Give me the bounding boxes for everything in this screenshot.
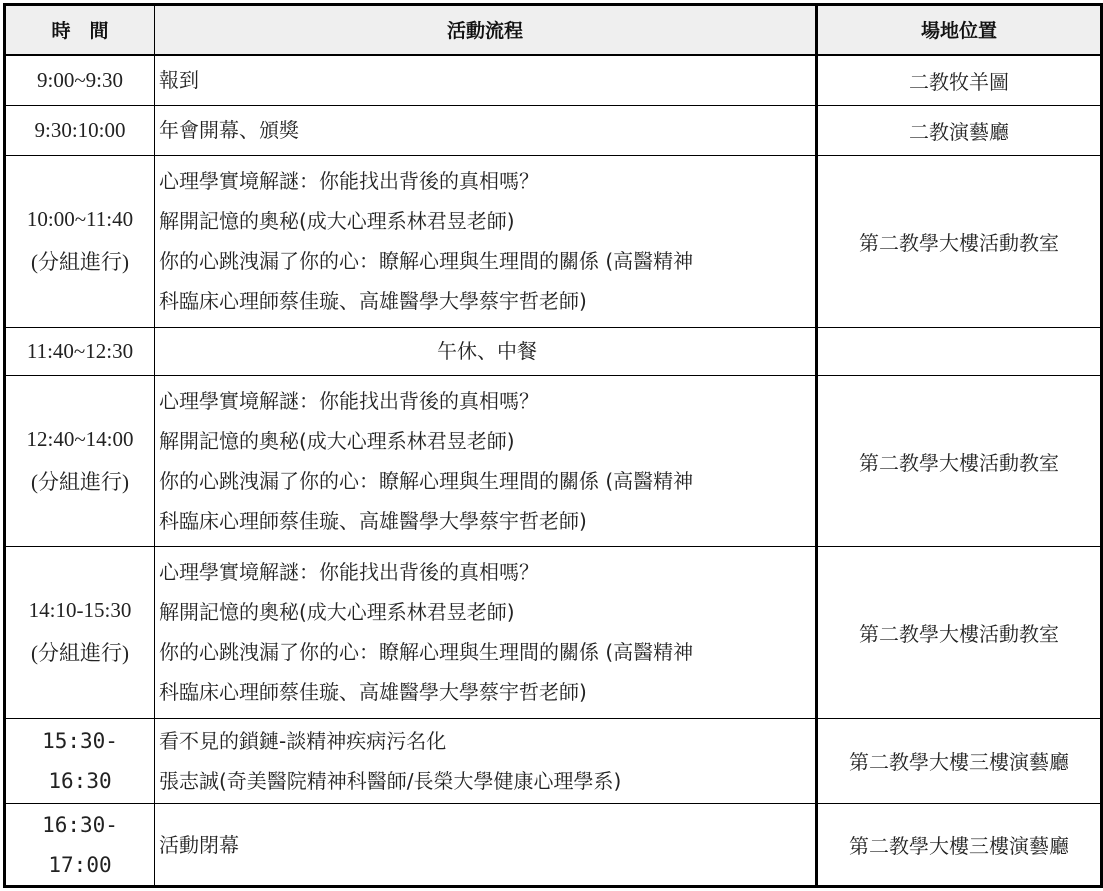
- time-text: 15:30-: [42, 728, 118, 753]
- activity-text: 心理學實境解謎：你能找出背後的真相嗎？: [159, 560, 539, 585]
- time-cell: [5, 375, 155, 546]
- time-note: (分組進行): [31, 250, 129, 275]
- table-row: [5, 105, 1102, 155]
- time-cell: [5, 327, 155, 375]
- activity-text: 年會開幕、頒獎: [159, 118, 299, 143]
- activity-text: 科臨床心理師蔡佳璇、高雄醫學大學蔡宇哲老師): [159, 289, 587, 314]
- activity-text: 心理學實境解謎：你能找出背後的真相嗎？: [159, 389, 539, 414]
- location-cell: 二教牧羊圖: [817, 55, 1102, 105]
- activity-cell: [155, 156, 817, 327]
- time-text: 10:00~11:40: [26, 207, 134, 232]
- activity-text: 你的心跳洩漏了你的心：瞭解心理與生理間的關係 (高醫精神: [159, 640, 694, 665]
- table-row: [5, 718, 1102, 804]
- activity-text: 報到: [159, 68, 199, 93]
- location-cell: [817, 327, 1102, 375]
- time-cell: [5, 804, 155, 887]
- location-cell: 第二教學大樓活動教室: [817, 375, 1102, 546]
- time-text: 12:40~14:00: [26, 427, 134, 452]
- location-cell: 第二教學大樓活動教室: [817, 156, 1102, 327]
- table-row: [5, 55, 1102, 105]
- table-row: [5, 156, 1102, 327]
- activity-text: 解開記憶的奧秘(成大心理系林君昱老師): [159, 600, 515, 625]
- time-cell: [5, 55, 155, 105]
- activity-cell: [155, 718, 817, 804]
- time-text-end: 16:30: [48, 768, 112, 793]
- time-text: 9:00~9:30: [36, 67, 124, 92]
- time-cell: [5, 718, 155, 804]
- activity-cell: [155, 375, 817, 546]
- time-note: (分組進行): [31, 470, 129, 495]
- table-row: [5, 327, 1102, 375]
- table-row: [5, 804, 1102, 887]
- time-cell: [5, 547, 155, 718]
- time-text: 11:40~12:30: [26, 338, 134, 363]
- activity-text: 科臨床心理師蔡佳璇、高雄醫學大學蔡宇哲老師): [159, 509, 587, 534]
- activity-cell: [155, 804, 817, 887]
- header-time: 時 間: [5, 5, 155, 55]
- table-row: [5, 375, 1102, 546]
- table-row: [5, 547, 1102, 718]
- activity-cell: [155, 547, 817, 718]
- activity-cell: [155, 105, 817, 155]
- time-note: (分組進行): [31, 641, 129, 666]
- location-cell: 第二教學大樓三樓演藝廳: [817, 804, 1102, 887]
- activity-text: 活動閉幕: [159, 832, 239, 857]
- activity-text: 看不見的鎖鏈-談精神疾病污名化: [159, 728, 447, 753]
- activity-text: 科臨床心理師蔡佳璇、高雄醫學大學蔡宇哲老師): [159, 680, 587, 705]
- activity-cell: [155, 327, 817, 375]
- time-text: 16:30-: [42, 812, 118, 837]
- activity-text: 午休、中餐: [437, 339, 537, 364]
- time-text-end: 17:00: [48, 852, 112, 877]
- time-cell: [5, 156, 155, 327]
- header-location: 場地位置: [817, 5, 1102, 55]
- header-activity: 活動流程: [155, 5, 817, 55]
- activity-text: 你的心跳洩漏了你的心：瞭解心理與生理間的關係 (高醫精神: [159, 469, 694, 494]
- header-row: [5, 5, 1102, 55]
- location-cell: 第二教學大樓三樓演藝廳: [817, 718, 1102, 804]
- time-cell: [5, 105, 155, 155]
- time-text: 14:10-15:30: [28, 598, 132, 623]
- location-cell: 第二教學大樓活動教室: [817, 547, 1102, 718]
- schedule-table: [3, 3, 1103, 888]
- activity-text: 心理學實境解謎：你能找出背後的真相嗎？: [159, 169, 539, 194]
- activity-text: 張志誠(奇美醫院精神科醫師/長榮大學健康心理學系): [159, 768, 622, 793]
- time-text: 9:30:10:00: [34, 117, 126, 142]
- activity-text: 解開記憶的奧秘(成大心理系林君昱老師): [159, 209, 515, 234]
- activity-text: 你的心跳洩漏了你的心：瞭解心理與生理間的關係 (高醫精神: [159, 249, 694, 274]
- activity-cell: [155, 55, 817, 105]
- activity-text: 解開記憶的奧秘(成大心理系林君昱老師): [159, 429, 515, 454]
- location-cell: 二教演藝廳: [817, 105, 1102, 155]
